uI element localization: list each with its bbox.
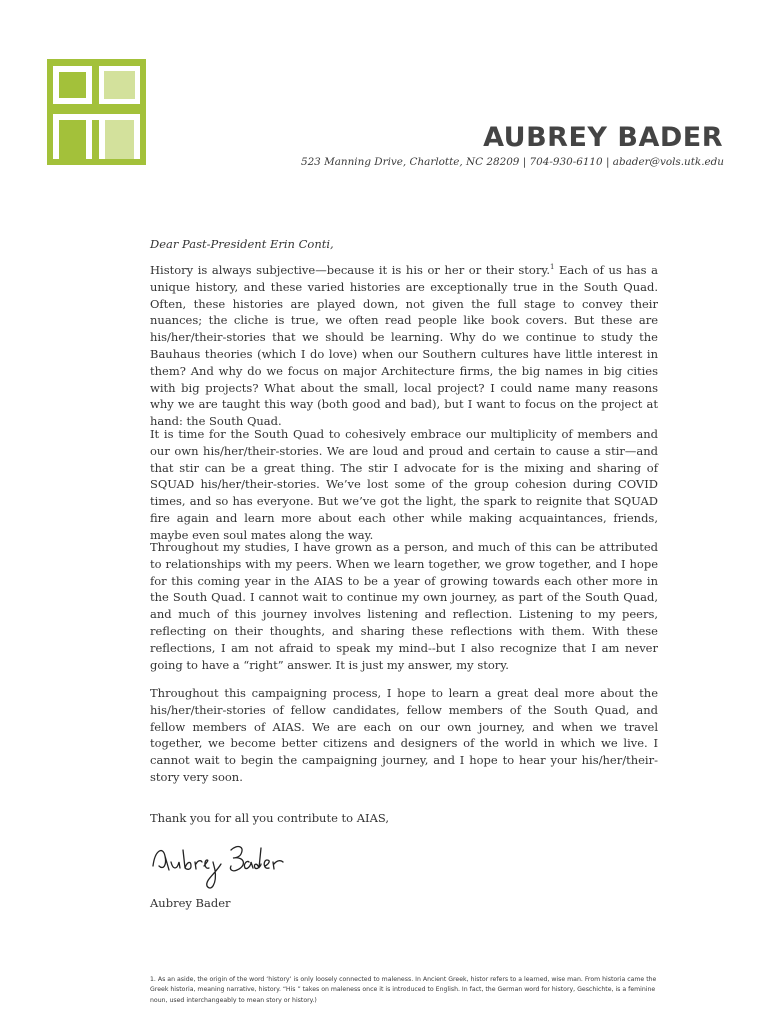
footnote-mark: 1	[549, 263, 555, 272]
signed-name: Aubrey Bader	[150, 896, 231, 910]
logo	[47, 59, 146, 165]
closing: Thank you for all you contribute to AIAS,	[150, 811, 390, 825]
paragraph-2: It is time for the South Quad to cohesively embrace our multiplicity of members and our own his/her/their-stories. We are loud and proud and certain to cause a stir—and that stir can be a great thing. The stir I advocate for is the mixing and sharing of SQUAD his/her/their-stories. We’ve lost some of the group cohesion during COVID times, and so has everyone. But we’ve got the light, the spark to reignite that SQUAD fire again and learn more about each other while making acquaintances, friends, maybe even soul mates along the way.	[150, 427, 658, 542]
paragraph-1-rest: Each of us has a unique history, and these varied histories are exceptionally true in the South Quad. Often, these histories are played down, not given the full stage to convey their nuances; the cliche is true, we often read people like book covers. But these are his/her/their-stories that we should be learning. Why do we continue to study the Bauhaus theories (which I do love) when our Southern cultures have little interest in them? And why do we focus on major Architecture firms, the big names in big cities with big projects? What about the small, local project? I could name many reasons why we are taught this way (both good and bad), but I want to focus on the project at hand: the South Quad.	[150, 263, 658, 429]
salutation: Dear Past-President Erin Conti,	[150, 237, 334, 251]
paragraph-1-start: History is always subjective—because it is his or her or their story.	[150, 263, 550, 277]
contact-line: 523 Manning Drive, Charlotte, NC 28209 | 704-930-6110 | abader@vols.utk.edu	[300, 156, 724, 168]
footnote: 1. As an aside, the origin of the word ‘history’ is only loosely connected to maleness. In Ancient Greek, histor refers to a learned, wise man. From historia came the Greek historia, meaning narrative, history. “His ” takes on maleness once it is introduced to English. In fact, the German word for history, Geschichte, is a feminine noun, used interchangeably to mean story or history.)	[150, 976, 657, 1004]
paragraph-3: Throughout my studies, I have grown as a person, and much of this can be attributed to relationships with my peers. When we learn together, we grow together, and I hope for this coming year in the AIAS to be a year of growing towards each other more in the South Quad. I cannot wait to continue my own journey, as part of the South Quad, and much of this journey involves listening and reflection. Listening to my peers, reflecting on their thoughts, and sharing these reflections with them. With these reflections, I am not afraid to speak my mind--but I also recognize that I am never going to have a “right” answer. It is just my answer, my story.	[150, 540, 658, 672]
signature	[149, 836, 299, 896]
paragraph-1	[150, 262, 658, 430]
paragraph-4: Throughout this campaigning process, I hope to learn a great deal more about the his/her/their-stories of fellow candidates, fellow members of the South Quad, and fellow members of AIAS. We are each on our own journey, and when we travel together, we become better citizens and designers of the world in which we live. I cannot wait to begin the campaigning journey, and I hope to hear your his/her/their-story very soon.	[150, 686, 658, 784]
sender-name: AUBREY BADER	[483, 122, 723, 153]
